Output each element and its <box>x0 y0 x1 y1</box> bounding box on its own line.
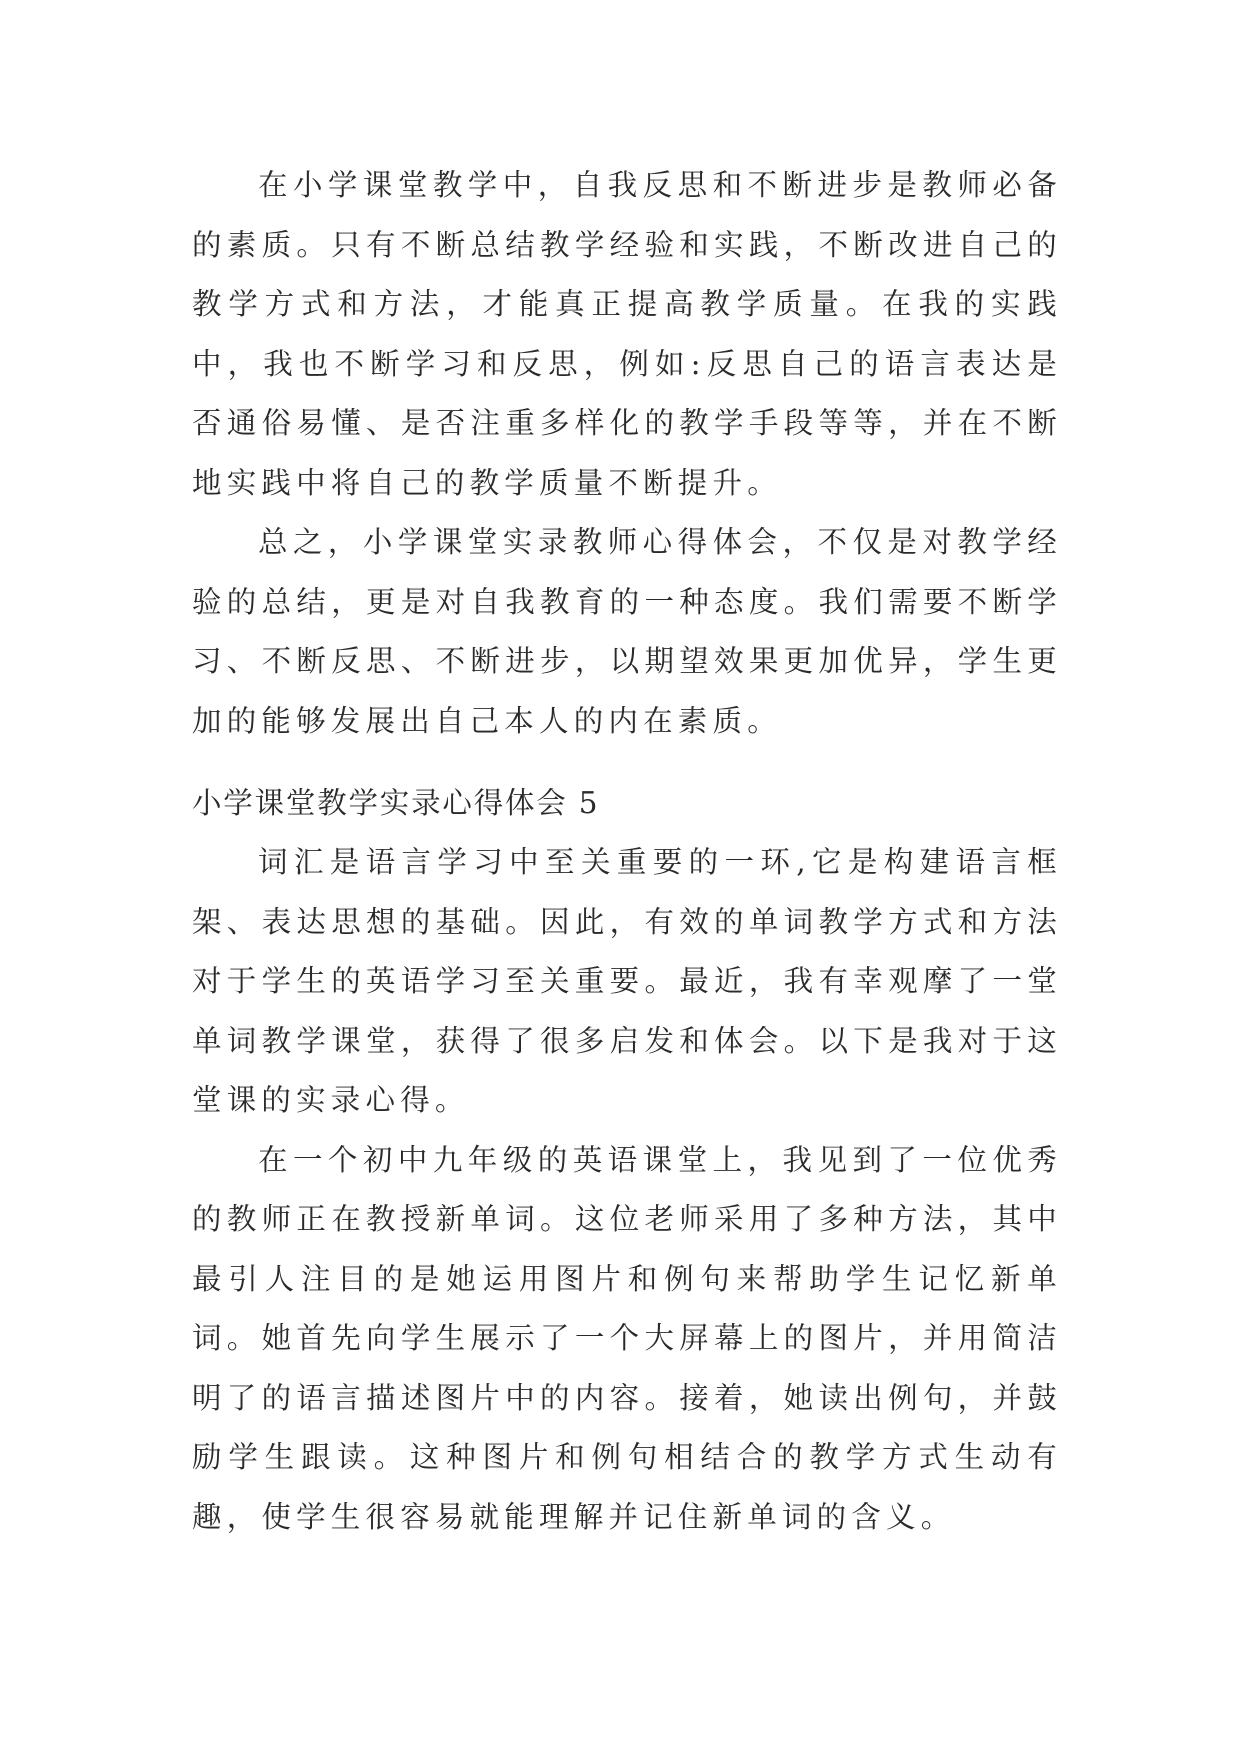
previous-section-body <box>192 156 1062 751</box>
body-paragraph: 词汇是语言学习中至关重要的一环,它是构建语言框架、表达思想的基础。因此，有效的单词教学方式和方法对于学生的英语学习至关重要。最近，我有幸观摩了一堂单词教学课堂，获得了很多启发和体会。以下是我对于这堂课的实录心得。 <box>192 845 1062 1117</box>
section-body <box>192 833 1062 1547</box>
body-paragraph: 总之，小学课堂实录教师心得体会，不仅是对教学经验的总结，更是对自我教育的一种态度。我们需要不断学习、不断反思、不断进步，以期望效果更加优异，学生更加的能够发展出自己本人的内在素质。 <box>192 525 1062 738</box>
body-paragraph: 在小学课堂教学中，自我反思和不断进步是教师必备的素质。只有不断总结教学经验和实践，不断改进自己的教学方式和方法，才能真正提高教学质量。在我的实践中，我也不断学习和反思，例如:反思自己的语言表达是否通俗易懂、是否注重多样化的教学手段等等，并在不断地实践中将自己的教学质量不断提升。 <box>192 168 1062 500</box>
section-heading: 小学课堂教学实录心得体会 5 <box>192 786 600 820</box>
body-paragraph: 在一个初中九年级的英语课堂上，我见到了一位优秀的教师正在教授新单词。这位老师采用了多种方法，其中最引人注目的是她运用图片和例句来帮助学生记忆新单词。她首先向学生展示了一个大屏幕上的图片，并用简洁明了的语言描述图片中的内容。接着，她读出例句，并鼓励学生跟读。这种图片和例句相结合的教学方式生动有趣，使学生很容易就能理解并记住新单词的含义。 <box>192 1142 1062 1534</box>
